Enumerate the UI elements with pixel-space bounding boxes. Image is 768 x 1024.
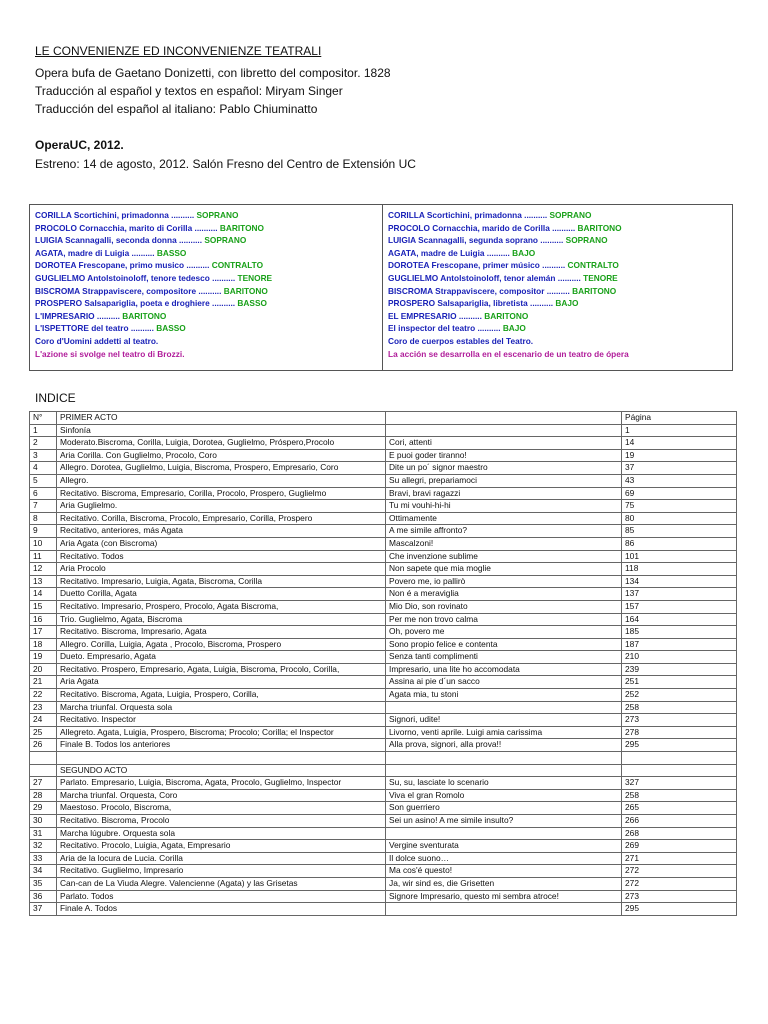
table-row	[30, 525, 737, 538]
row-incipit: Signore Impresario, questo mi sembra atroce!	[386, 890, 622, 903]
cast-role: GUGLIELMO Antolstoinoloff, tenore tedesco ..........	[35, 272, 236, 283]
cast-voice: BAJO	[502, 323, 526, 334]
row-number: 6	[30, 487, 57, 500]
table-row	[30, 626, 737, 639]
cast-setting-note: La acción se desarrolla en el escenario de un teatro de ópera	[388, 348, 629, 359]
table-row	[30, 764, 737, 777]
row-description: Dueto. Empresario, Agata	[57, 651, 386, 664]
row-incipit	[386, 903, 622, 916]
row-page: 157	[622, 600, 737, 613]
row-number: 4	[30, 462, 57, 475]
cast-role: CORILLA Scortichini, primadonna ..........	[35, 210, 195, 220]
cast-role: DOROTEA Frescopane, primer músico ..........	[388, 260, 566, 271]
row-number: 9	[30, 525, 57, 538]
cast-voice: SOPRANO	[549, 210, 592, 220]
row-incipit: Sono propio felice e contenta	[386, 638, 622, 651]
cast-role: Coro de cuerpos estables del Teatro.	[388, 335, 534, 346]
row-page	[622, 764, 737, 777]
cast-item	[388, 322, 732, 335]
row-page: 85	[622, 525, 737, 538]
row-number: 2	[30, 437, 57, 450]
organization: OperaUC, 2012.	[35, 138, 124, 152]
cast-role: L'ISPETTORE del teatro ..........	[35, 323, 154, 334]
cast-role: LUIGIA Scannagalli, seconda donna ..........	[35, 235, 203, 246]
cast-role: AGATA, madre di Luigia ..........	[35, 247, 155, 258]
row-number: 22	[30, 689, 57, 702]
document-subtitle: Opera bufa de Gaetano Donizetti, con libretto del compositor. 1828	[35, 66, 391, 80]
cast-voice: BARITONO	[577, 222, 622, 233]
cast-voice: BASSO	[156, 323, 186, 334]
row-incipit: Ma cos'é questo!	[386, 865, 622, 878]
row-page: 101	[622, 550, 737, 563]
cast-role: PROSPERO Salsapariglia, poeta e droghiere ..........	[35, 298, 236, 309]
cast-item	[388, 247, 732, 260]
table-row	[30, 752, 737, 765]
row-page: 118	[622, 563, 737, 576]
row-page: 268	[622, 827, 737, 840]
row-description: Recitativo. Biscroma, Procolo	[57, 815, 386, 828]
row-incipit: Viva el gran Romolo	[386, 789, 622, 802]
row-number: 10	[30, 537, 57, 550]
cast-role: PROCOLO Cornacchia, marido de Corilla ..........	[388, 222, 576, 233]
row-page: 210	[622, 651, 737, 664]
table-row	[30, 827, 737, 840]
cast-role: LUIGIA Scannagalli, segunda soprano ..........	[388, 235, 564, 246]
row-page: 258	[622, 701, 737, 714]
row-incipit: A me simile affronto?	[386, 525, 622, 538]
row-description: Recitativo. Impresario, Luigia, Agata, Biscroma, Corilla	[57, 575, 386, 588]
row-description: Marcha triunfal. Orquesta, Coro	[57, 789, 386, 802]
row-incipit: Sei un asino! A me simile insulto?	[386, 815, 622, 828]
table-row	[30, 701, 737, 714]
row-incipit: Cori, attenti	[386, 437, 622, 450]
header-incipit	[386, 412, 622, 425]
row-description: SEGUNDO ACTO	[57, 764, 386, 777]
row-number: 17	[30, 626, 57, 639]
table-row	[30, 600, 737, 613]
row-incipit: Bravi, bravi ragazzi	[386, 487, 622, 500]
row-page: 86	[622, 537, 737, 550]
row-page: 251	[622, 676, 737, 689]
cast-item	[35, 234, 382, 247]
row-description: Recitativo. Impresario, Prospero, Procolo, Agata Biscroma,	[57, 600, 386, 613]
cast-spanish-column	[383, 205, 732, 370]
row-number: 23	[30, 701, 57, 714]
cast-item	[35, 209, 382, 222]
row-page: 137	[622, 588, 737, 601]
row-number: 8	[30, 512, 57, 525]
cast-item	[388, 297, 732, 310]
row-description: Recitativo. Biscroma, Empresario, Corilla, Procolo, Prospero, Guglielmo	[57, 487, 386, 500]
row-page: 265	[622, 802, 737, 815]
row-description: Recitativo. Guglielmo, Impresario	[57, 865, 386, 878]
row-page: 69	[622, 487, 737, 500]
row-description: Parlato. Empresario, Luigia, Biscroma, Agata, Procolo, Guglielmo, Inspector	[57, 777, 386, 790]
row-number: 11	[30, 550, 57, 563]
row-description: Recitativo, anteriores, más Agata	[57, 525, 386, 538]
cast-item	[388, 209, 732, 222]
row-page: 273	[622, 890, 737, 903]
row-number: 18	[30, 638, 57, 651]
row-number: 27	[30, 777, 57, 790]
row-number: 12	[30, 563, 57, 576]
row-number: 20	[30, 663, 57, 676]
row-incipit: Son guerriero	[386, 802, 622, 815]
row-description: Recitativo. Inspector	[57, 714, 386, 727]
row-page: 252	[622, 689, 737, 702]
row-number: 3	[30, 449, 57, 462]
row-incipit: Non é a meraviglia	[386, 588, 622, 601]
row-incipit	[386, 752, 622, 765]
row-description: Recitativo. Corilla, Biscroma, Procolo, Empresario, Corilla, Prospero	[57, 512, 386, 525]
row-description: Marcha triunfal. Orquesta sola	[57, 701, 386, 714]
row-incipit: Assina ai pie d´un sacco	[386, 676, 622, 689]
row-incipit	[386, 701, 622, 714]
table-row	[30, 877, 737, 890]
table-row	[30, 689, 737, 702]
row-page: 269	[622, 840, 737, 853]
row-description: Recitativo. Prospero, Empresario, Agata, Luigia, Biscroma, Procolo, Corilla,	[57, 663, 386, 676]
index-header-row	[30, 412, 737, 425]
table-row	[30, 777, 737, 790]
row-number: 26	[30, 739, 57, 752]
table-row	[30, 449, 737, 462]
table-row	[30, 613, 737, 626]
cast-role: CORILLA Scortichini, primadonna ..........	[388, 210, 548, 220]
row-number: 15	[30, 600, 57, 613]
row-incipit: Impresario, una lite ho accomodata	[386, 663, 622, 676]
row-description: Finale A. Todos	[57, 903, 386, 916]
table-row	[30, 575, 737, 588]
row-number: 21	[30, 676, 57, 689]
cast-setting-note: L'azione si svolge nel teatro di Brozzi.	[35, 348, 185, 359]
cast-item	[388, 272, 732, 285]
cast-item	[388, 285, 732, 298]
row-number: 7	[30, 500, 57, 513]
row-description	[57, 752, 386, 765]
row-incipit: Mio Dio, son rovinato	[386, 600, 622, 613]
cast-item	[388, 222, 732, 235]
row-page: 134	[622, 575, 737, 588]
cast-voice: BARITONO	[484, 310, 529, 321]
table-row	[30, 865, 737, 878]
row-incipit: Ottimamente	[386, 512, 622, 525]
cast-voice: BARITONO	[219, 222, 264, 233]
row-page: 75	[622, 500, 737, 513]
row-incipit: Livorno, venti aprile. Luigi amia carissima	[386, 726, 622, 739]
header-act: PRIMER ACTO	[57, 412, 386, 425]
cast-item	[35, 272, 382, 285]
row-incipit	[386, 424, 622, 437]
row-number: 37	[30, 903, 57, 916]
cast-role: L'IMPRESARIO ..........	[35, 310, 120, 321]
row-incipit: Senza tanti complimenti	[386, 651, 622, 664]
cast-role: PROCOLO Cornacchia, marito di Corilla ..........	[35, 222, 218, 233]
table-row	[30, 462, 737, 475]
row-page: 272	[622, 877, 737, 890]
table-row	[30, 638, 737, 651]
row-number: 36	[30, 890, 57, 903]
row-incipit: Che invenzione sublime	[386, 550, 622, 563]
row-page: 19	[622, 449, 737, 462]
header-page: Página	[622, 412, 737, 425]
index-title: INDICE	[35, 391, 76, 405]
row-incipit	[386, 764, 622, 777]
cast-role: BISCROMA Strappaviscere, compositor ..........	[388, 285, 570, 296]
row-description: Aria Guglielmo.	[57, 500, 386, 513]
cast-italian-list	[30, 205, 382, 360]
cast-role: PROSPERO Salsapariglia, libretista ..........	[388, 298, 554, 309]
row-page	[622, 752, 737, 765]
row-incipit: Oh, povero me	[386, 626, 622, 639]
premiere-info: Estreno: 14 de agosto, 2012. Salón Fresno del Centro de Extensión UC	[35, 157, 416, 171]
row-number	[30, 764, 57, 777]
cast-item	[35, 310, 382, 323]
cast-voice: BARITONO	[122, 310, 167, 321]
row-description: Aria Agata (con Biscroma)	[57, 537, 386, 550]
table-row	[30, 890, 737, 903]
cast-voice: TENORE	[583, 272, 618, 283]
cast-voice: SOPRANO	[204, 235, 247, 246]
cast-item	[388, 335, 732, 348]
table-row	[30, 852, 737, 865]
cast-item	[35, 259, 382, 272]
table-row	[30, 739, 737, 752]
index-table	[29, 411, 737, 916]
cast-role: Coro d'Uomini addetti al teatro.	[35, 335, 159, 346]
table-row	[30, 588, 737, 601]
row-page: 43	[622, 474, 737, 487]
cast-item	[35, 285, 382, 298]
row-description: Aria Procolo	[57, 563, 386, 576]
row-incipit: Ja, wir sind es, die Grisetten	[386, 877, 622, 890]
table-row	[30, 726, 737, 739]
row-number: 14	[30, 588, 57, 601]
cast-role: El inspector del teatro ..........	[388, 323, 501, 334]
cast-item	[35, 335, 382, 348]
table-row	[30, 840, 737, 853]
cast-voice: TENORE	[237, 272, 273, 283]
table-row	[30, 676, 737, 689]
row-page: 14	[622, 437, 737, 450]
row-number: 35	[30, 877, 57, 890]
row-page: 80	[622, 512, 737, 525]
row-incipit: E puoi goder tiranno!	[386, 449, 622, 462]
row-page: 278	[622, 726, 737, 739]
row-page: 272	[622, 865, 737, 878]
row-page: 164	[622, 613, 737, 626]
cast-box	[29, 204, 733, 371]
cast-voice: BARITONO	[572, 285, 617, 296]
row-incipit: Vergine sventurata	[386, 840, 622, 853]
row-page: 37	[622, 462, 737, 475]
row-page: 295	[622, 903, 737, 916]
row-description: Marcha lúgubre. Orquesta sola	[57, 827, 386, 840]
row-page: 1	[622, 424, 737, 437]
row-description: Sinfonía	[57, 424, 386, 437]
row-number: 30	[30, 815, 57, 828]
row-number	[30, 752, 57, 765]
header-number: N°	[30, 412, 57, 425]
cast-voice: CONTRALTO	[211, 260, 264, 271]
row-incipit: Signori, udite!	[386, 714, 622, 727]
row-description: Allegro. Dorotea, Guglielmo, Luigia, Biscroma, Prospero, Empresario, Coro	[57, 462, 386, 475]
table-row	[30, 550, 737, 563]
cast-item	[388, 310, 732, 323]
row-number: 28	[30, 789, 57, 802]
row-description: Recitativo. Biscroma, Impresario, Agata	[57, 626, 386, 639]
row-description: Can-can de La Viuda Alegre. Valencienne (Agata) y las Grisetas	[57, 877, 386, 890]
row-description: Aria Agata	[57, 676, 386, 689]
row-incipit: Tu mi vouhi-hi-hi	[386, 500, 622, 513]
table-row	[30, 563, 737, 576]
row-number: 33	[30, 852, 57, 865]
row-incipit: Il dolce suono…	[386, 852, 622, 865]
cast-item	[388, 259, 732, 272]
table-row	[30, 537, 737, 550]
cast-voice: BAJO	[512, 247, 536, 258]
table-row	[30, 815, 737, 828]
row-number: 5	[30, 474, 57, 487]
cast-item	[35, 247, 382, 260]
row-page: 295	[622, 739, 737, 752]
table-row	[30, 512, 737, 525]
row-page: 185	[622, 626, 737, 639]
table-row	[30, 437, 737, 450]
row-number: 16	[30, 613, 57, 626]
cast-item	[35, 322, 382, 335]
row-incipit: Per me non trovo calma	[386, 613, 622, 626]
cast-voice: SOPRANO	[196, 210, 239, 220]
row-number: 29	[30, 802, 57, 815]
row-incipit: Su, su, lasciate lo scenario	[386, 777, 622, 790]
row-description: Trio. Guglielmo, Agata, Biscroma	[57, 613, 386, 626]
cast-item	[35, 222, 382, 235]
table-row	[30, 714, 737, 727]
row-description: Recitativo. Procolo, Luigia, Agata, Empresario	[57, 840, 386, 853]
table-row	[30, 802, 737, 815]
row-description: Aria Corilla. Con Guglielmo, Procolo, Coro	[57, 449, 386, 462]
cast-item	[35, 297, 382, 310]
cast-voice: SOPRANO	[565, 235, 608, 246]
row-incipit	[386, 827, 622, 840]
translation-es-credit: Traducción al español y textos en español: Miryam Singer	[35, 84, 343, 98]
row-incipit: Dite un po´ signor maestro	[386, 462, 622, 475]
row-number: 24	[30, 714, 57, 727]
row-incipit: Non sapete que mia moglie	[386, 563, 622, 576]
row-description: Allegreto. Agata, Luigia, Prospero, Biscroma; Procolo; Corilla; el Inspector	[57, 726, 386, 739]
row-description: Maestoso. Procolo, Biscroma,	[57, 802, 386, 815]
translation-it-credit: Traducción del español al italiano: Pablo Chiuminatto	[35, 102, 318, 116]
table-row	[30, 651, 737, 664]
cast-italian-column	[30, 205, 383, 370]
row-number: 31	[30, 827, 57, 840]
row-description: Recitativo. Biscroma, Agata, Luigia, Prospero, Corilla,	[57, 689, 386, 702]
row-page: 271	[622, 852, 737, 865]
table-row	[30, 903, 737, 916]
cast-voice: BARITONO	[223, 285, 268, 296]
row-page: 187	[622, 638, 737, 651]
row-description: Moderato.Biscroma, Corilla, Luigia, Dorotea, Guglielmo, Próspero,Procolo	[57, 437, 386, 450]
table-row	[30, 487, 737, 500]
table-row	[30, 789, 737, 802]
cast-role: BISCROMA Strappaviscere, compositore ..........	[35, 285, 222, 296]
cast-voice: BAJO	[555, 298, 579, 309]
cast-role: EL EMPRESARIO ..........	[388, 310, 482, 321]
row-description: Duetto Corilla, Agata	[57, 588, 386, 601]
cast-role: DOROTEA Frescopane, primo musico ..........	[35, 260, 210, 271]
row-description: Finale B. Todos los anteriores	[57, 739, 386, 752]
cast-item	[388, 234, 732, 247]
row-page: 239	[622, 663, 737, 676]
row-number: 25	[30, 726, 57, 739]
cast-voice: BASSO	[156, 247, 187, 258]
row-number: 1	[30, 424, 57, 437]
table-row	[30, 500, 737, 513]
table-row	[30, 474, 737, 487]
cast-spanish-list	[383, 205, 732, 360]
row-number: 34	[30, 865, 57, 878]
row-incipit: Alla prova, signori, alla prova!!	[386, 739, 622, 752]
cast-voice: CONTRALTO	[567, 260, 619, 271]
row-description: Allegro.	[57, 474, 386, 487]
row-number: 13	[30, 575, 57, 588]
row-incipit: Mascalzoni!	[386, 537, 622, 550]
row-page: 273	[622, 714, 737, 727]
row-page: 327	[622, 777, 737, 790]
document-title: LE CONVENIENZE ED INCONVENIENZE TEATRALI	[35, 44, 322, 58]
table-row	[30, 663, 737, 676]
row-number: 32	[30, 840, 57, 853]
cast-voice: BASSO	[237, 298, 267, 309]
table-row	[30, 424, 737, 437]
row-incipit: Povero me, io pallirò	[386, 575, 622, 588]
row-page: 266	[622, 815, 737, 828]
cast-role: GUGLIELMO Antolstoinoloff, tenor alemán ..........	[388, 272, 581, 283]
row-incipit: Su allegri, prepariamoci	[386, 474, 622, 487]
cast-role: AGATA, madre de Luigia ..........	[388, 247, 510, 258]
row-description: Parlato. Todos	[57, 890, 386, 903]
row-description: Aria de la locura de Lucia. Corilla	[57, 852, 386, 865]
row-page: 258	[622, 789, 737, 802]
row-number: 19	[30, 651, 57, 664]
row-description: Allegro. Corilla, Luigia, Agata , Procolo, Biscroma, Prospero	[57, 638, 386, 651]
row-incipit: Agata mia, tu stoni	[386, 689, 622, 702]
row-description: Recitativo. Todos	[57, 550, 386, 563]
